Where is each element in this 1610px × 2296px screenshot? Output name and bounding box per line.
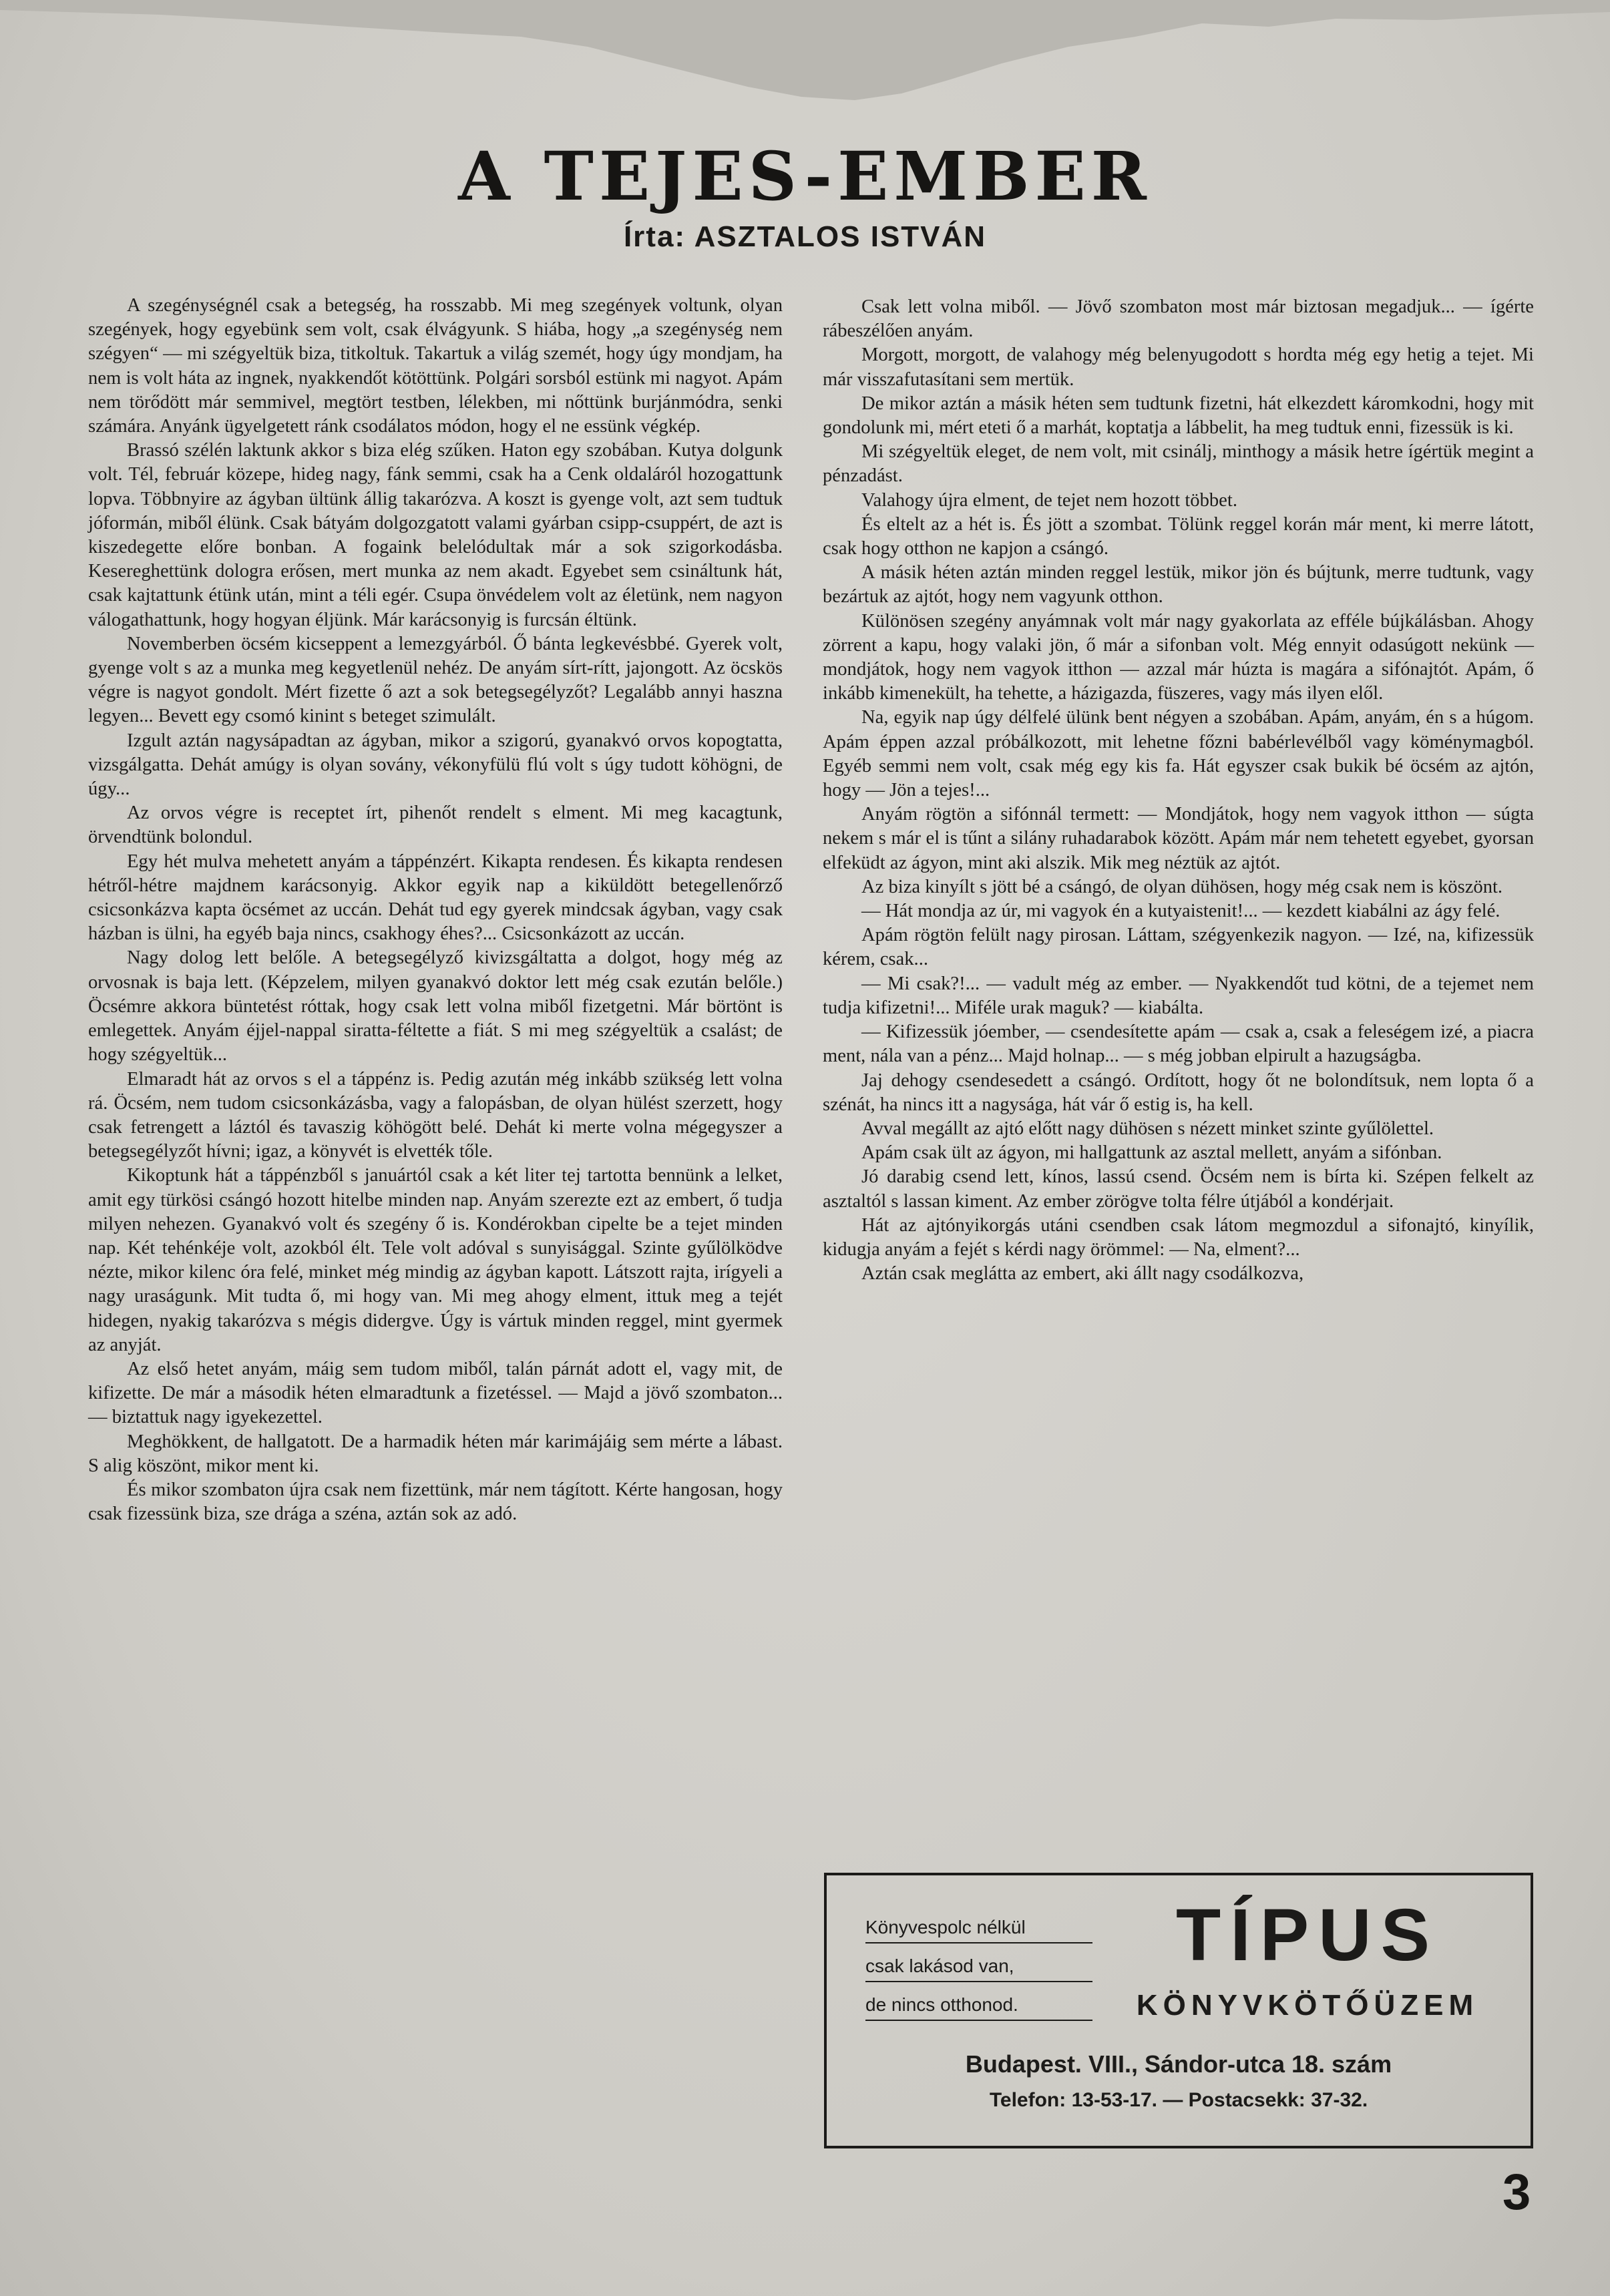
paragraph: Anyám rögtön a sifónnál termett: — Mondjátok, hogy nem vagyok itthon — súgta nekem s már el is tűnt a silány ruhadarabok között. Apám már nem tehetett egyebet, gyorsan elfeküdt az ágyon, mint aki alszik. Mik meg néztük az ajtót. [823,804,1534,873]
paragraph: — Hát mondja az úr, mi vagyok én a kutyaistenit!... — kezdett kiabálni az ágy felé. [861,901,1500,922]
paragraph: Apám rögtön felült nagy pirosan. Láttam, szégyenkezik nagyon. — Izé, na, kifizessük kérem, csak... [823,925,1534,970]
article-byline: Írta: ASZTALOS ISTVÁN [623,220,987,253]
paragraph: Morgott, morgott, de valahogy még belenyugodott s hordta még egy hetig a tejet. Mi már visszafutasítani sem mertük. [823,345,1534,390]
left-column [88,294,783,1526]
article-title: A TEJES-EMBER [458,137,1152,216]
right-column [823,295,1534,1286]
paragraph: Különösen szegény anyámnak volt már nagy gyakorlata az efféle bújkálásban. Ahogy zörrent a kapu, hogy valaki jön, ő már a sifonban volt. Még ennyit odasúgott nekünk — mondjátok, hogy nem vagyok itthon — azzal már húzta is magára a sifónajtót. Apám, ő inkább kimenekült, ha tehette, a házigazda, füszeres, vagy más ilyen elől. [823,610,1534,704]
paragraph: Nagy dolog lett belőle. A betegsegélyző kivizsgáltatta a dolgot, hogy még az orvosnak is baja lett. (Képzelem, milyen gyanakvó doktor lett még csak ezután belőle.) Öcsémre akkora büntetést róttak, hogy csak lett volna miből fizetgetni. Már börtönt is emlegettek. Anyám éjjel-nappal siratta-féltette a fiát. S mi meg szégyeltük a csalást; de hogy szégyeltük... [88,947,783,1066]
ad-brand: TÍPUS [1176,1894,1439,1976]
paragraph: Hát az ajtónyikorgás utáni csendben csak látom megmozdul a sifonajtó, kinyílik, kidugja anyám a fejét s kérdi nagy örömmel: — Na, elment?... [823,1214,1534,1260]
paragraph: Jó darabig csend lett, kínos, lassú csend. Öcsém nem is bírta ki. Szépen felkelt az asztaltól s lassan kiment. Az ember zörögve tolta félre útjából a kondérjait. [823,1166,1534,1212]
paragraph: Jaj dehogy csendesedett a csángó. Ordított, hogy őt ne bolondítsuk, nem lopta ő a szénát, ha nincs itt a nagysága, hát vár ő estig is, ha kell. [823,1070,1534,1115]
paragraph: Avval megállt az ajtó előtt nagy dühösen s nézett minket szinte gyűlölettel. [861,1118,1434,1139]
paragraph: És mikor szombaton újra csak nem fizettünk, már nem tágított. Kérte hangosan, hogy csak fizessünk biza, sze drága a széna, aztán sok az adó. [88,1479,783,1525]
paragraph: Mi szégyeltük eleget, de nem volt, mit csinálj, minthogy a másik hetre ígértük megint a pénzadást. [823,441,1534,487]
paragraph: Valahogy újra elment, de tejet nem hozott többet. [861,489,1237,511]
paragraph: — Kifizessük jóember, — csendesítette apám — csak a, csak a feleségem izé, a piacra ment, nála van a pénz... Majd holnap... — s még jobban elpirult a hazugságba. [823,1021,1534,1067]
paragraph: Az biza kinyílt s jött bé a csángó, de olyan dühösen, hogy még csak nem is köszönt. [861,876,1503,897]
paragraph: Izgult aztán nagysápadtan az ágyban, mikor a szigorú, gyanakvó orvos kopogtatta, vizsgálgatta. Dehát amúgy is olyan sovány, vékonyfülü flú volt s úgy tudott köhögni, de úgy... [88,730,783,800]
ad-slogan-line: de nincs otthonod. [865,1988,1092,2021]
paragraph: Egy hét mulva mehetett anyám a táppénzért. Kikapta rendesen. És kikapta rendesen hétről-hétre majdnem karácsonyig. Akkor egyik nap a kiküldött betegellenőrző csicsonkázva kapta öcsémet az uccán. Dehát tud egy gyerek mindcsak ágyban, vagy csak házban is ülni, ha egyéb baja nincs, csakhogy éhes?... Csicsonkázott az uccán. [88,851,783,945]
paragraph: Novemberben öcsém kicseppent a lemezgyárból. Ő bánta legkevésbbé. Gyerek volt, gyenge volt s az a munka meg kegyetlenül nehéz. De anyám sírt-rítt, jajongott. Az öcskös végre is nagyot gondolt. Mért fizette ő azt a sok betegsegélyzőt? Legalább annyi haszna legyen... Bevett egy csomó kinint s beteget szimulált. [88,633,783,727]
paragraph: És eltelt az a hét is. És jött a szombat. Tölünk reggel korán már ment, ki merre látott, csak hogy otthon ne kapjon a csángó. [823,513,1534,559]
torn-top-edge [0,0,1610,113]
paragraph: Aztán csak meglátta az embert, aki állt nagy csodálkozva, [861,1263,1304,1285]
paragraph: Az orvos végre is receptet írt, pihenőt rendelt s elment. Mi meg kacagtunk, örvendtünk bolondul. [88,802,783,848]
advertisement-box [824,1873,1533,2148]
right-first-paragraph: Csak lett volna miből. — Jövő szombaton most már biztosan megadjuk... — ígérte rábeszélően anyám. [823,296,1534,342]
paragraph: Az első hetet anyám, máig sem tudom miből, talán párnát adott el, vagy mit, de kifizette. De már a második héten elmaradtunk a fizetéssel. — Majd a jövő szombaton... — biztattuk nagy igyekezettel. [88,1358,783,1428]
paragraph: Brassó szélén laktunk akkor s biza elég szűken. Haton egy szobában. Kutya dolgunk volt. Tél, február közepe, hideg nagy, fánk semmi, csak ha a Cenk oldaláról hozogattunk lopva. Többnyire az ágyban ültünk állig takarózva. A koszt is gyenge volt, azt sem tudtuk jóformán, miből élünk. Csak bátyám dolgozgatott valami gyárban csipp-csuppért, de azt is kiszedegette előre bonban. A fogaink belelódultak már a sok szigorkodásba. Kesereghettünk dologra erősen, mert munka az nem akadt. Egyebet sem csináltunk hát, csak kajtattunk étünk után, mint a téli egér. Csupa önvédelem volt az életünk, nem nagyon válogathattunk, hogy hogyan éljünk. Már karácsonyig is furcsán éltünk. [88,440,783,630]
ad-slogan-line: csak lakásod van, [865,1949,1092,1982]
paragraph: Elmaradt hát az orvos s el a táppénz is. Pedig azután még inkább szükség lett volna rá. Öcsém, nem tudom csicsonkázásba, vagy a falopásban, de olyan hülést szerzett, hogy csak fetrengett a láztól és tavaszig köhögött belé. Dehát ki merte volna mégegyszer a betegsegélyzőt hívni; igaz, a könyvét is elvették tőle. [88,1068,783,1162]
paragraph: De mikor aztán a másik héten sem tudtunk fizetni, hát elkezdett káromkodni, hogy mit gondolunk mi, mért eteti ő a marhát, koptatja a lábbelit, ha meg tudtuk enni, fizessük is ki. [823,393,1534,439]
ad-slogan [865,1910,1092,2026]
ad-phone: Telefon: 13-53-17. — Postacsekk: 37-32. [989,2089,1368,2111]
paragraph: A másik héten aztán minden reggel lestük, mikor jön és bújtunk, merre tudtunk, vagy bezártuk az ajtót, hogy nem vagyunk otthon. [823,562,1534,608]
paragraph: A szegénységnél csak a betegség, ha rosszabb. Mi meg szegények voltunk, olyan szegények, hogy egyebünk sem volt, csak élvágyunk. S hiába, hogy „a szegénység nem szégyen“ — mi szégyeltük biza, titkoltuk. Takartuk a világ szemét, hogy úgy mondjam, ha nem is volt háta az ingnek, nyakkendőt kötöttünk. Polgári sorsból estünk mi nagyot. Apám nem törődött már semmivel, megtört testben, lélekben, mi nőttünk burjánmódra, senki számára. Anyánk ügyelgetett ránk csodálatos módon, hogy el ne essünk végkép. [88,295,783,437]
ad-slogan-line: Könyvespolc nélkül [865,1910,1092,1943]
paragraph: Na, egyik nap úgy délfelé ülünk bent négyen a szobában. Apám, anyám, én s a húgom. Apám éppen azzal próbálkozott, mit lehetne főzni babérlevélből vagy köménymagból. Egyéb semmi nem volt, csak még egy kis fa. Hát egyszer csak bukik bé öcsém az ajtón, hogy — Jön a tejes!... [823,707,1534,801]
ad-subtitle: KÖNYVKÖTŐÜZEM [1136,1989,1479,2022]
paragraph: Apám csak ült az ágyon, mi hallgattunk az asztal mellett, anyám a sifónban. [861,1142,1442,1164]
paragraph: — Mi csak?!... — vadult még az ember. — Nyakkendőt tud kötni, de a tejemet nem tudja kifizetni!... Miféle urak maguk? — kiabálta. [823,973,1534,1018]
paragraph: Meghökkent, de hallgatott. De a harmadik héten már karimájáig sem mérte a lábast. S alig köszönt, mikor ment ki. [88,1431,783,1476]
page-number: 3 [1502,2164,1531,2221]
paragraph: Kikoptunk hát a táppénzből s januártól csak a két liter tej tartotta bennünk a lelket, amit egy türkösi csángó hozott hitelbe minden nap. Anyám szerezte ezt az embert, ő tudja milyen nehezen. Gyanakvó volt és szegény ő is. Kondérokban cipelte be a tejet minden nap. Két tehénkéje volt, azokból élt. Tele volt adóval s sunyisággal. Szinte gyűlölködve nézte, mikor kilenc óra felé, minket még mindig az ágyban kapott. Látszott rajta, irígyeli a nagy uraságunk. Mit tudta ő, mi hogy van. Mi meg ahogy elment, ittuk meg a tejét hidegen, nyakig takarózva s mégis didergve. Úgy is vártuk minden reggel, mint gyermek az anyját. [88,1165,783,1355]
ad-address: Budapest. VIII., Sándor-utca 18. szám [965,2050,1392,2078]
